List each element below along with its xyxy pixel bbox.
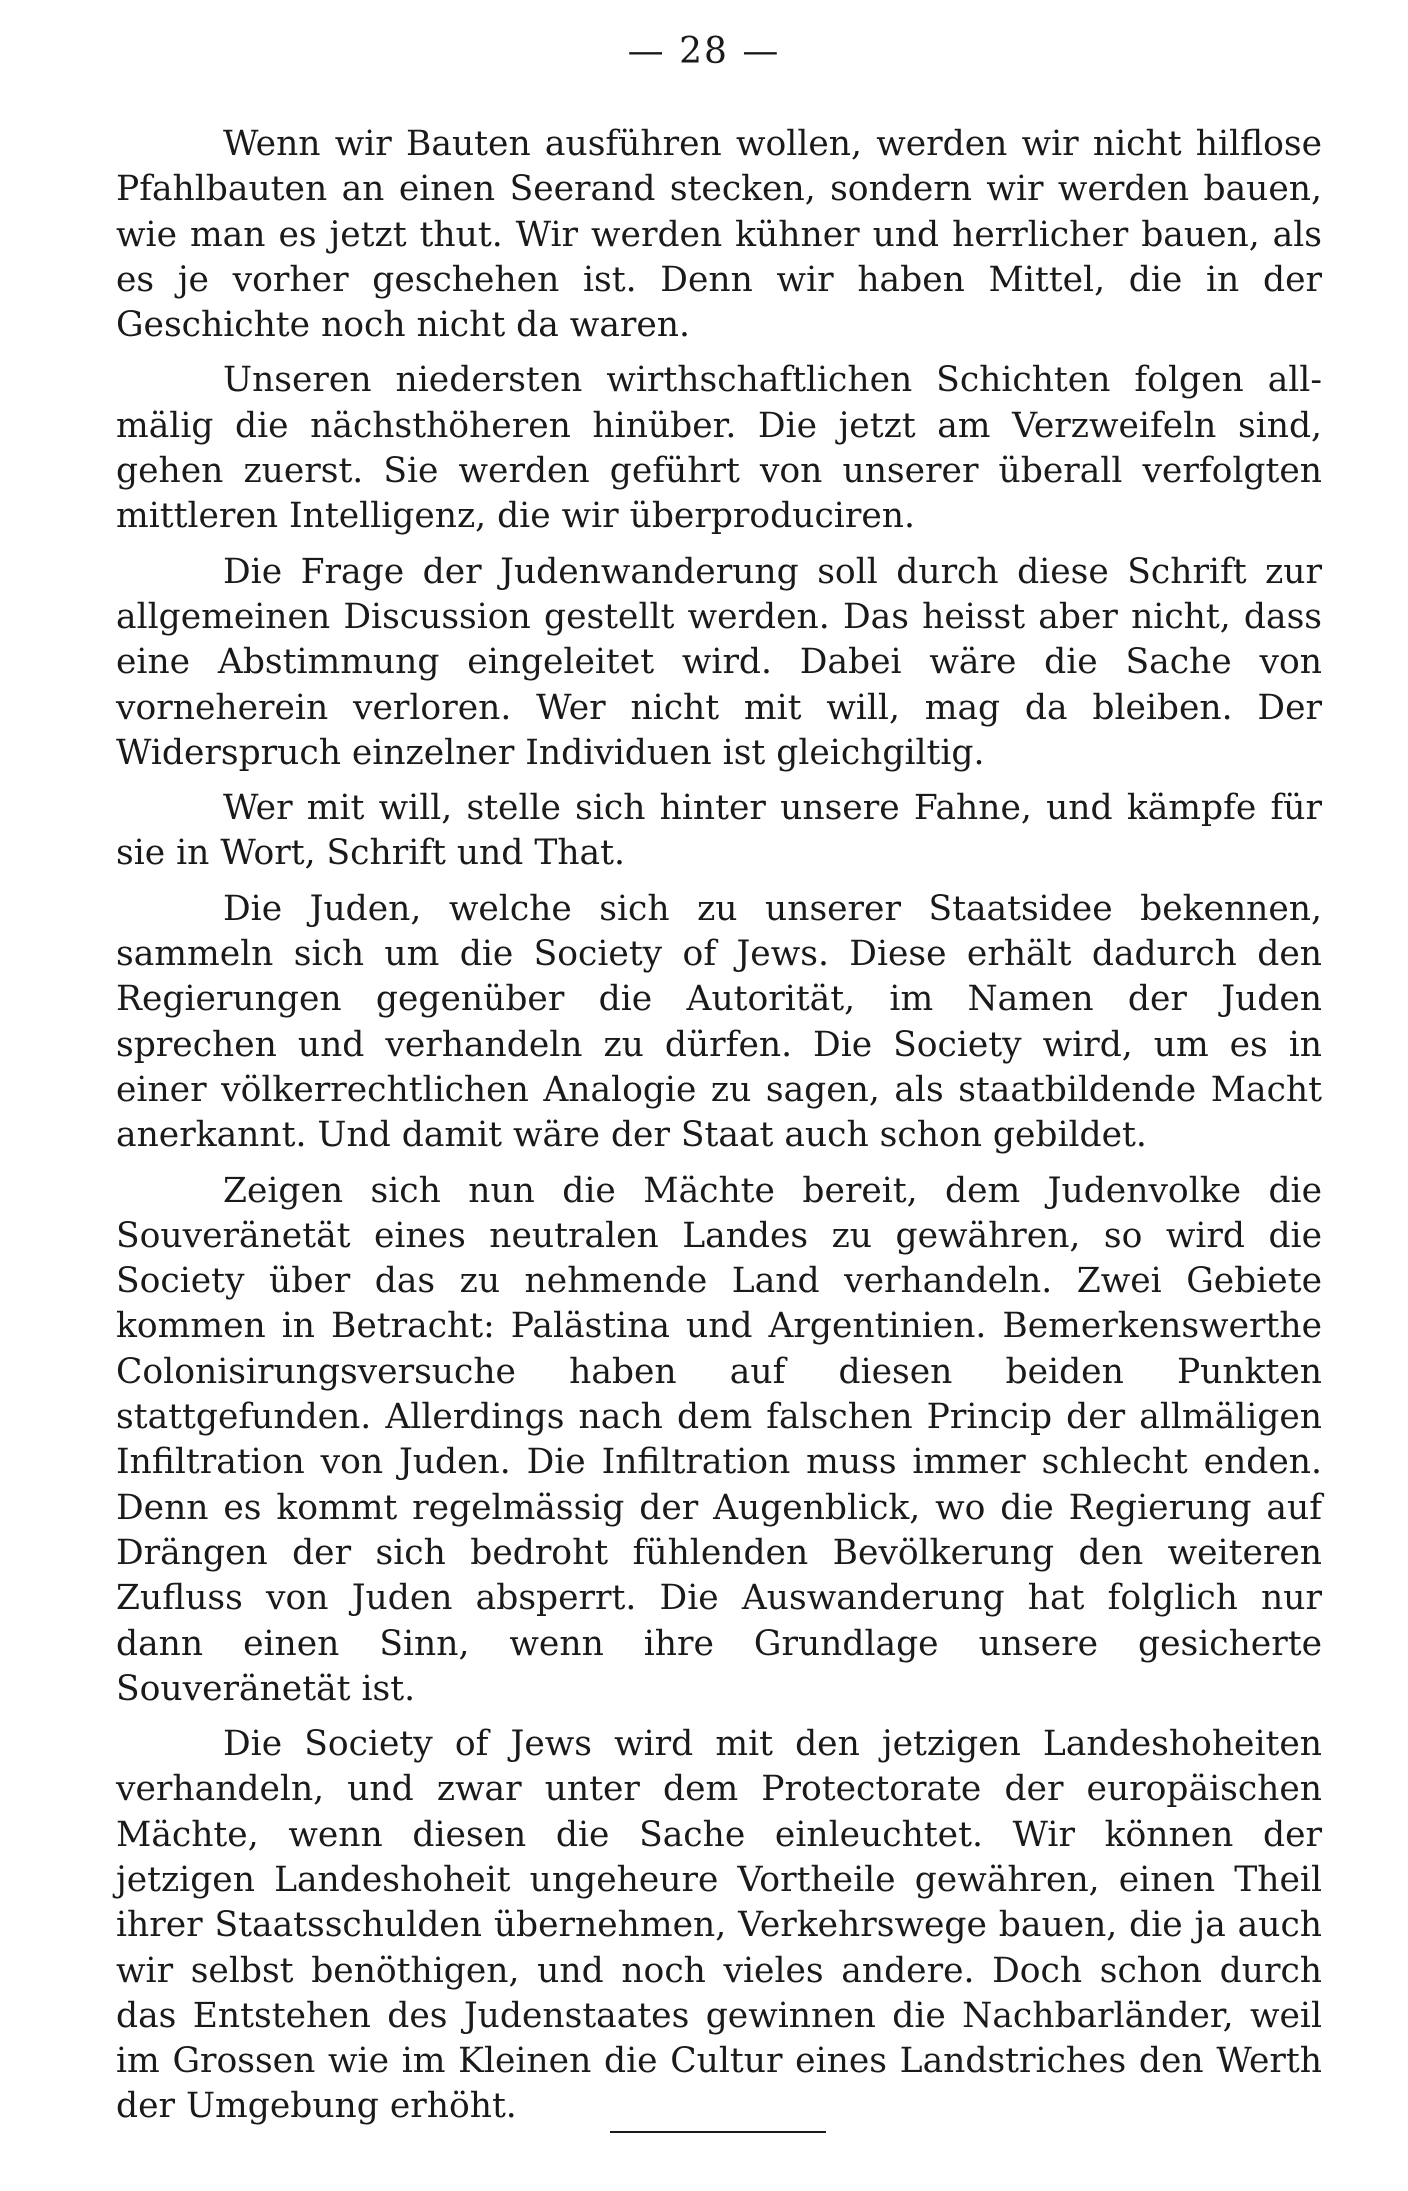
end-rule-divider <box>610 2131 826 2133</box>
paragraph-6: Zeigen sich nun die Mächte bereit, dem Judenvolke die Souveränetät eines neutralen Landes zu gewähren, so wird die Society über das zu nehmende Land verhandeln. Zwei Gebiete kommen in Betracht: Palästina und Argentinien. Bemerkenswerthe Colonisirungsversuche haben auf diesen beiden Punkten stattgefunden. Allerdings nach dem falschen Princip der allmäligen Infiltration von Juden. Die Infiltration muss immer schlecht enden. Denn es kommt regelmässig der Augenblick, wo die Regierung auf Drängen der sich bedroht fühlenden Bevölkerung den weiteren Zufluss von Juden absperrt. Die Auswanderung hat folglich nur dann einen Sinn, wenn ihre Grundlage unsere gesicherte Souveränetät ist. <box>116 1170 1322 1709</box>
page-number: — 28 — <box>627 31 781 72</box>
paragraph-4: Wer mit will, stelle sich hinter unsere Fahne, und kämpfe für sie in Wort, Schrift und That. <box>116 788 1322 874</box>
paragraph-2: Unseren niedersten wirthschaftlichen Schichten folgen allmälig die nächsthöheren hinüber. Die jetzt am Verzweifeln sind, gehen zuerst. Sie werden geführt von unserer überall verfolgten mittleren Intelligenz, die wir überproduciren. <box>116 360 1322 537</box>
body-text <box>116 122 1322 2140</box>
paragraph-5: Die Juden, welche sich zu unserer Staatsidee bekennen, sammeln sich um die Society of Jews. Diese erhält dadurch den Regierungen gegenüber die Autorität, im Namen der Juden sprechen und verhandeln zu dürfen. Die Society wird, um es in einer völkerrechtlichen Analogie zu sagen, als staatbildende Macht anerkannt. Und damit wäre der Staat auch schon gebildet. <box>116 888 1322 1156</box>
paragraph-3: Die Frage der Judenwanderung soll durch diese Schrift zur allgemeinen Discussion gestellt werden. Das heisst aber nicht, dass eine Abstimmung eingeleitet wird. Dabei wäre die Sache von vorneherein verloren. Wer nicht mit will, mag da bleiben. Der Widerspruch einzelner Individuen ist gleichgiltig. <box>116 551 1322 773</box>
paragraph-7: Die Society of Jews wird mit den jetzigen Landeshoheiten verhandeln, und zwar unter dem Protectorate der europäischen Mächte, wenn diesen die Sache einleuchtet. Wir können der jetzigen Landeshoheit ungeheure Vortheile gewähren, einen Theil ihrer Staatsschulden übernehmen, Verkehrswege bauen, die ja auch wir selbst benöthigen, und noch vieles andere. Doch schon durch das Entstehen des Judenstaates gewinnen die Nachbarländer, weil im Grossen wie im Kleinen die Cultur eines Landstriches den Werth der Umgebung erhöht. <box>116 1724 1322 2127</box>
paragraph-1: Wenn wir Bauten ausführen wollen, werden wir nicht hilflose Pfahlbauten an einen Seerand stecken, sondern wir werden bauen, wie man es jetzt thut. Wir werden kühner und herrlicher bauen, als es je vorher geschehen ist. Denn wir haben Mittel, die in der Geschichte noch nicht da waren. <box>116 124 1322 346</box>
